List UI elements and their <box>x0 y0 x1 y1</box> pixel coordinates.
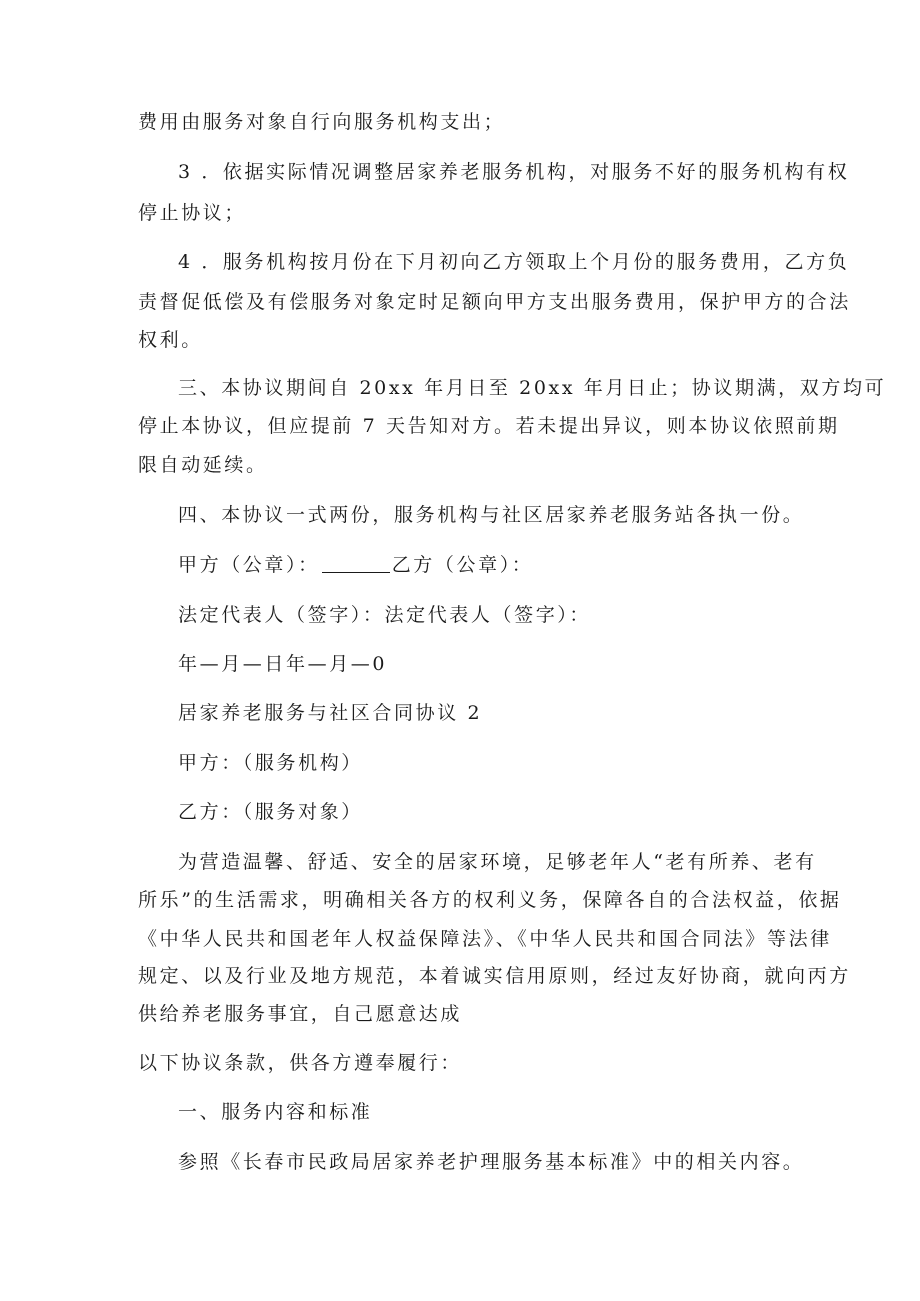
party-a-seal-label: 甲方（公章）： <box>178 554 320 576</box>
clause-3-line-1: 3 ．依据实际情况调整居家养老服务机构，对服务不好的服务机构有权 <box>178 161 850 183</box>
preamble-line-1: 为营造温馨、舒适、安全的居家环境，足够老年人“老有所养、老有 <box>178 851 817 873</box>
clause-3-line-2: 停止协议； <box>138 202 247 224</box>
agreement-2-party-a: 甲方：（服务机构） <box>178 752 363 774</box>
section-4: 四、本协议一式两份，服务机构与社区居家养老服务站各执一份。 <box>178 504 805 526</box>
clause-4-line-1: 4 ．服务机构按月份在下月初向乙方领取上个月份的服务费用，乙方负 <box>178 251 850 273</box>
agreement-2-party-b: 乙方：（服务对象） <box>178 801 363 823</box>
preamble-line-2: 所乐”的生活需求，明确相关各方的权利义务，保障各自的合法权益，依据 <box>138 889 842 911</box>
preamble-line-3: 《中华人民共和国老年人权益保障法》、《中华人民共和国合同法》等法律 <box>138 928 832 950</box>
clause-4-line-2: 责督促低偿及有偿服务对象定时足额向甲方支出服务费用，保护甲方的合法 <box>138 291 851 313</box>
section-3-line-3: 限自动延续。 <box>138 454 268 476</box>
agreement-intro: 以下协议条款，供各方遵奉履行： <box>138 1052 463 1074</box>
signature-parties <box>178 553 533 577</box>
clause-4-line-3: 权利。 <box>138 329 203 351</box>
party-b-seal-label: 乙方（公章）： <box>391 554 534 576</box>
preamble-line-5: 供给养老服务事宜，自己愿意达成 <box>138 1003 463 1025</box>
section-1-title: 一、服务内容和标准 <box>178 1101 373 1123</box>
section-1-body: 参照《长春市民政局居家养老护理服务基本标准》中的相关内容。 <box>178 1151 805 1173</box>
signature-blank-line <box>322 554 390 573</box>
agreement-2-title: 居家养老服务与社区合同协议 2 <box>178 702 483 724</box>
clause-2-tail: 费用由服务对象自行向服务机构支出； <box>138 111 506 133</box>
legal-representative-line: 法定代表人（签字）：法定代表人（签字）： <box>178 604 592 626</box>
section-3-line-2: 停止本协议，但应提前 7 天告知对方。若未提出异议，则本协议依照前期 <box>138 415 840 437</box>
section-3-line-1: 三、本协议期间自 20xx 年月日至 20xx 年月日止；协议期满，双方均可 <box>178 377 887 399</box>
signature-date-line: 年—月—日年—月—0 <box>178 653 388 675</box>
preamble-line-4: 规定、以及行业及地方规范，本着诚实信用原则，经过友好协商，就向丙方 <box>138 965 851 987</box>
